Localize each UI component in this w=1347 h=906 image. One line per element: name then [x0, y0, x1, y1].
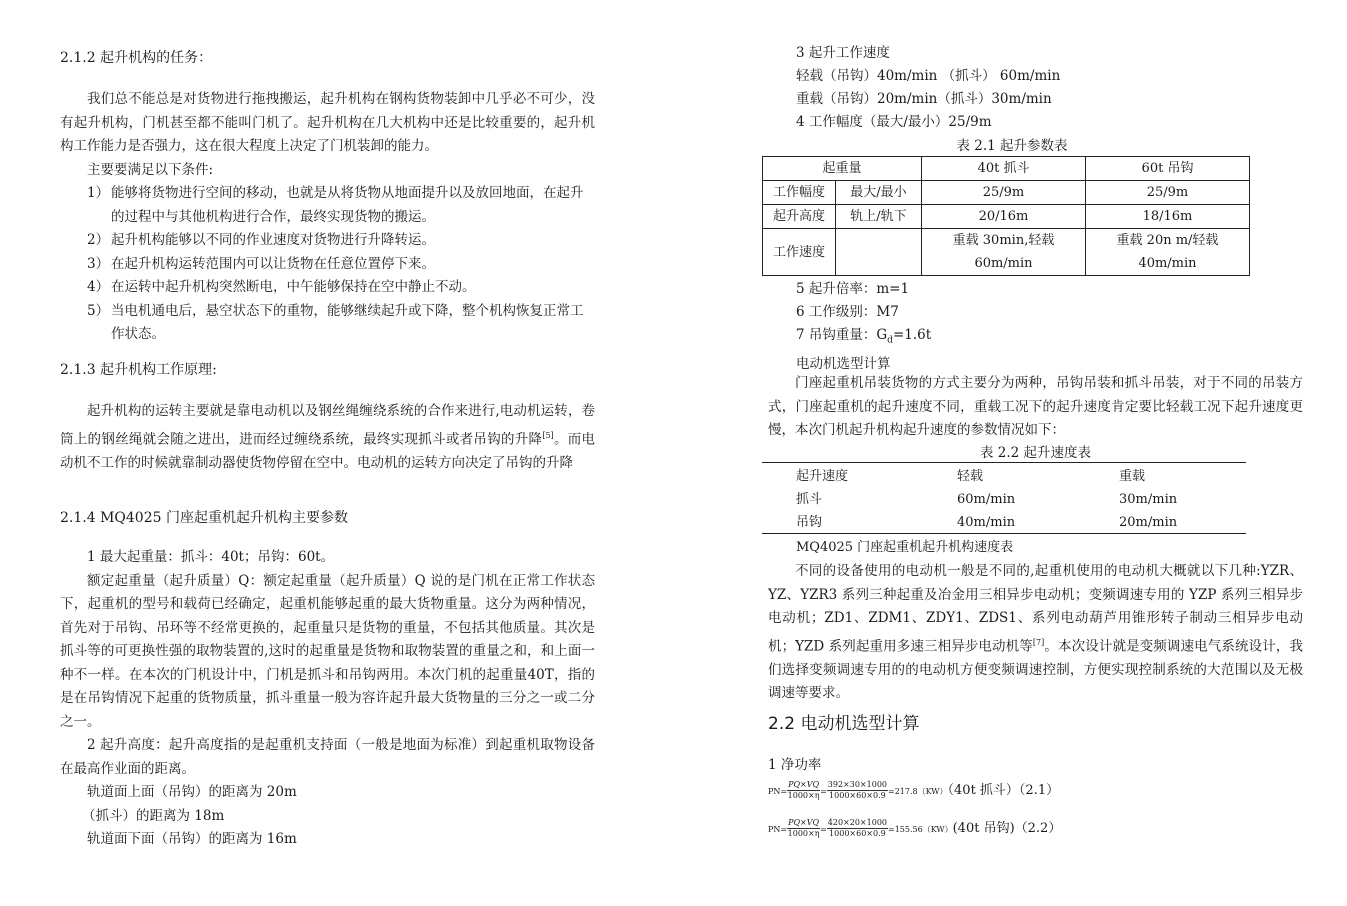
table-cell: 重载	[1119, 469, 1146, 484]
list-item: 5） 当电机通电后，悬空状态下的重物，能够继续起升或下降，整个机构恢复正常工作状态。	[87, 302, 584, 342]
other-params	[796, 278, 931, 376]
table-cell	[836, 229, 922, 276]
table-row	[763, 181, 1250, 205]
table-row	[763, 229, 1250, 276]
text-line: （抓斗）的距离为 18m	[82, 807, 225, 824]
section-title-2-1-3: 2.1.3 起升机构工作原理:	[60, 362, 217, 378]
paragraph: 起升机构的运转主要就是靠电动机以及钢丝绳缠绕系统的合作来进行,电动机运转，卷筒上的钢丝绳就会随之进出，进而经过缠绕系统，最终实现抓斗或者吊钩的升降[5]。而电动机不工作的时候就靠制动器使货物停留在空中。电动机的运转方向决定了吊钩的升降	[60, 403, 596, 471]
table-row	[762, 511, 1246, 534]
table-cell: 工作速度	[763, 229, 836, 276]
paragraph: 1 最大起重量：抓斗：40t；吊钩：60t。	[87, 549, 335, 565]
table-cell: 20m/min	[1119, 515, 1178, 530]
list-item: 3） 在起升机构运转范围内可以让货物在任意位置停下来。	[87, 255, 435, 272]
table-row	[763, 205, 1250, 229]
text-line: 4 工作幅度（最大/最小）25/9m	[796, 114, 992, 130]
table-cell: 60m/min	[957, 492, 1016, 507]
text-line: 3 起升工作速度	[796, 45, 890, 61]
table-cell: 重载 30min,轻载 60m/min	[922, 229, 1086, 276]
table-cell: 轨上/轨下	[836, 205, 922, 229]
text-line: 5 起升倍率：m=1	[796, 281, 910, 297]
table-cell: 工作幅度	[763, 181, 836, 205]
table-cell: 起升速度	[796, 469, 849, 484]
table-cell: 抓斗	[796, 492, 823, 507]
text-line: 电动机选型计算	[796, 355, 891, 372]
table-cell: 40t 抓斗	[922, 157, 1086, 181]
table-row	[762, 488, 1246, 511]
paragraph: 额定起重量（起升质量）Q：额定起重量（起升质量）Q 说的是门机在正常工作状态下，起重机的型号和载荷已经确定，起重机能够起重的最大货物重量。这分为两种情况，首先对于吊钩、吊环等不经常更换的，起重量只是货物的重量，不包括其他质量。其次是抓斗等的可更换性强的取物装置的,这时的起重量是货物和取物装置的重量之和，和上面一种不一样。在本次的门机设计中，门机是抓斗和吊钩两用。本次门机的起重量40T，指的是在吊钩情况下起重的货物质量，抓斗重量一般为容许起升最大货物量的三分之一或二分之一。	[60, 572, 595, 730]
text-line: 7 吊钩重量：$G_d=1.6t$	[796, 327, 932, 346]
citation-ref: [5]	[542, 430, 554, 440]
left-page	[60, 0, 595, 906]
paragraph: 门座起重机吊装货物的方式主要分为两种，吊钩吊装和抓斗吊装，对于不同的吊装方式，门座起重机的起升速度不同，重载工况下的起升速度肯定要比轻载工况下起升速度更慢，本次门机起升机构起升速度的参数情况如下：	[768, 375, 1303, 438]
table-cell: 30m/min	[1119, 492, 1178, 507]
text-line: 6 工作级别：M7	[796, 304, 899, 320]
table-rule-bottom	[762, 533, 1246, 534]
table-rule-top	[762, 462, 1246, 463]
table-note: MQ4025 门座起重机起升机构速度表	[796, 540, 1014, 555]
right-page	[768, 0, 1303, 906]
list-item: 4） 在运转中起升机构突然断电，中午能够保持在空中静止不动。	[87, 279, 476, 295]
table-cell: 20/16m	[922, 205, 1086, 229]
table-cell: 最大/最小	[836, 181, 922, 205]
table-cell: 吊钩	[796, 515, 823, 530]
text-line: 轨道面下面（吊钩）的距离为 16m	[87, 831, 297, 847]
section-2-1-4-body	[60, 546, 595, 852]
table-row	[762, 465, 1246, 488]
formula-1: PN= $\frac{PQ\times VQ}{1000\times\eta}$ = $\frac{392\times 30\times 1000}{1000\times 60\times 0.9}$ =217.8（KW）（40t 抓斗）（2.1）	[768, 780, 1060, 800]
formula-title: 1 净功率	[768, 757, 822, 773]
formula-2: PN= $\frac{PQ\times VQ}{1000\times\eta}$ = $\frac{420\times 20\times 1000}{1000\times 60\times 0.9}$ =155.56（KW）(40t 吊钩)（2.2）	[768, 818, 1062, 838]
text-line: 轻载（吊钩）40m/min （抓斗） 60m/min	[796, 68, 1061, 84]
table-cell: 40m/min	[957, 515, 1016, 530]
paragraph: 2 起升高度：起升高度指的是起重机支持面（一般是地面为标准）到起重机取物设备在最高作业面的距离。	[60, 737, 595, 777]
table-cell: 60t 吊钩	[1086, 157, 1250, 181]
section-title-2-1-4: 2.1.4 MQ4025 门座起重机起升机构主要参数	[60, 510, 348, 526]
table-cell: 起重量	[763, 157, 922, 181]
list-item: 1） 能够将货物进行空间的移动，也就是从将货物从地面提升以及放回地面，在起升的过程中与其他机构进行合作，最终实现货物的搬运。	[87, 185, 584, 225]
table-cell: 起升高度	[763, 205, 836, 229]
paragraph: 主要要满足以下条件:	[87, 161, 214, 178]
table-cell: 25/9m	[1086, 181, 1250, 205]
table-cell: 25/9m	[922, 181, 1086, 205]
paragraph: 不同的设备使用的电动机一般是不同的,起重机使用的电动机大概就以下几种:YZR、YZ、YZR3 系列三种起重及冶金用三相异步电动机；变频调速专用的 YZP 系列三相异步电动机；ZD1、ZDM1、ZDY1、ZDS1、系列电动葫芦用锥形转子制动三相异步电动机；YZD 系列起重用多速三相异步电动机等[7]。本次设计就是变频调速电气系统设计，我们选择变频调速专用的的电动机方便变频调速控制，方便实现控制系统的大范围以及无极调速等要求。	[768, 563, 1303, 701]
table-cell: 轻载	[957, 469, 984, 484]
speed-params	[796, 42, 1060, 134]
lifting-speed-table	[762, 465, 1246, 534]
table-cell: 重载 20n m/轻载 40m/min	[1086, 229, 1250, 276]
list-item: 2） 起升机构能够以不同的作业速度对货物进行升降转运。	[87, 232, 435, 248]
section-title-2-2: 2.2 电动机选型计算	[768, 714, 920, 734]
text-line: 重载（吊钩）20m/min（抓斗）30m/min	[796, 91, 1052, 107]
text-line: 轨道面上面（吊钩）的距离为 20m	[87, 784, 297, 800]
lifting-params-table	[762, 156, 1250, 276]
paragraph: 我们总不能总是对货物进行拖拽搬运，起升机构在钢构货物装卸中几乎必不可少，没有起升机构，门机甚至都不能叫门机了。起升机构在几大机构中还是比较重要的，起升机构工作能力是否强力，这在很大程度上决定了门机装卸的能力。	[60, 91, 595, 154]
table-row	[763, 157, 1250, 181]
table-cell: 18/16m	[1086, 205, 1250, 229]
section-title-2-1-2: 2.1.2 起升机构的任务：	[60, 50, 213, 66]
section-2-1-2-body	[60, 88, 595, 347]
table-caption: 表 2.2 起升速度表	[979, 445, 1092, 461]
citation-ref: [7]	[1032, 637, 1045, 647]
table-caption: 表 2.1 起升参数表	[956, 138, 1068, 154]
